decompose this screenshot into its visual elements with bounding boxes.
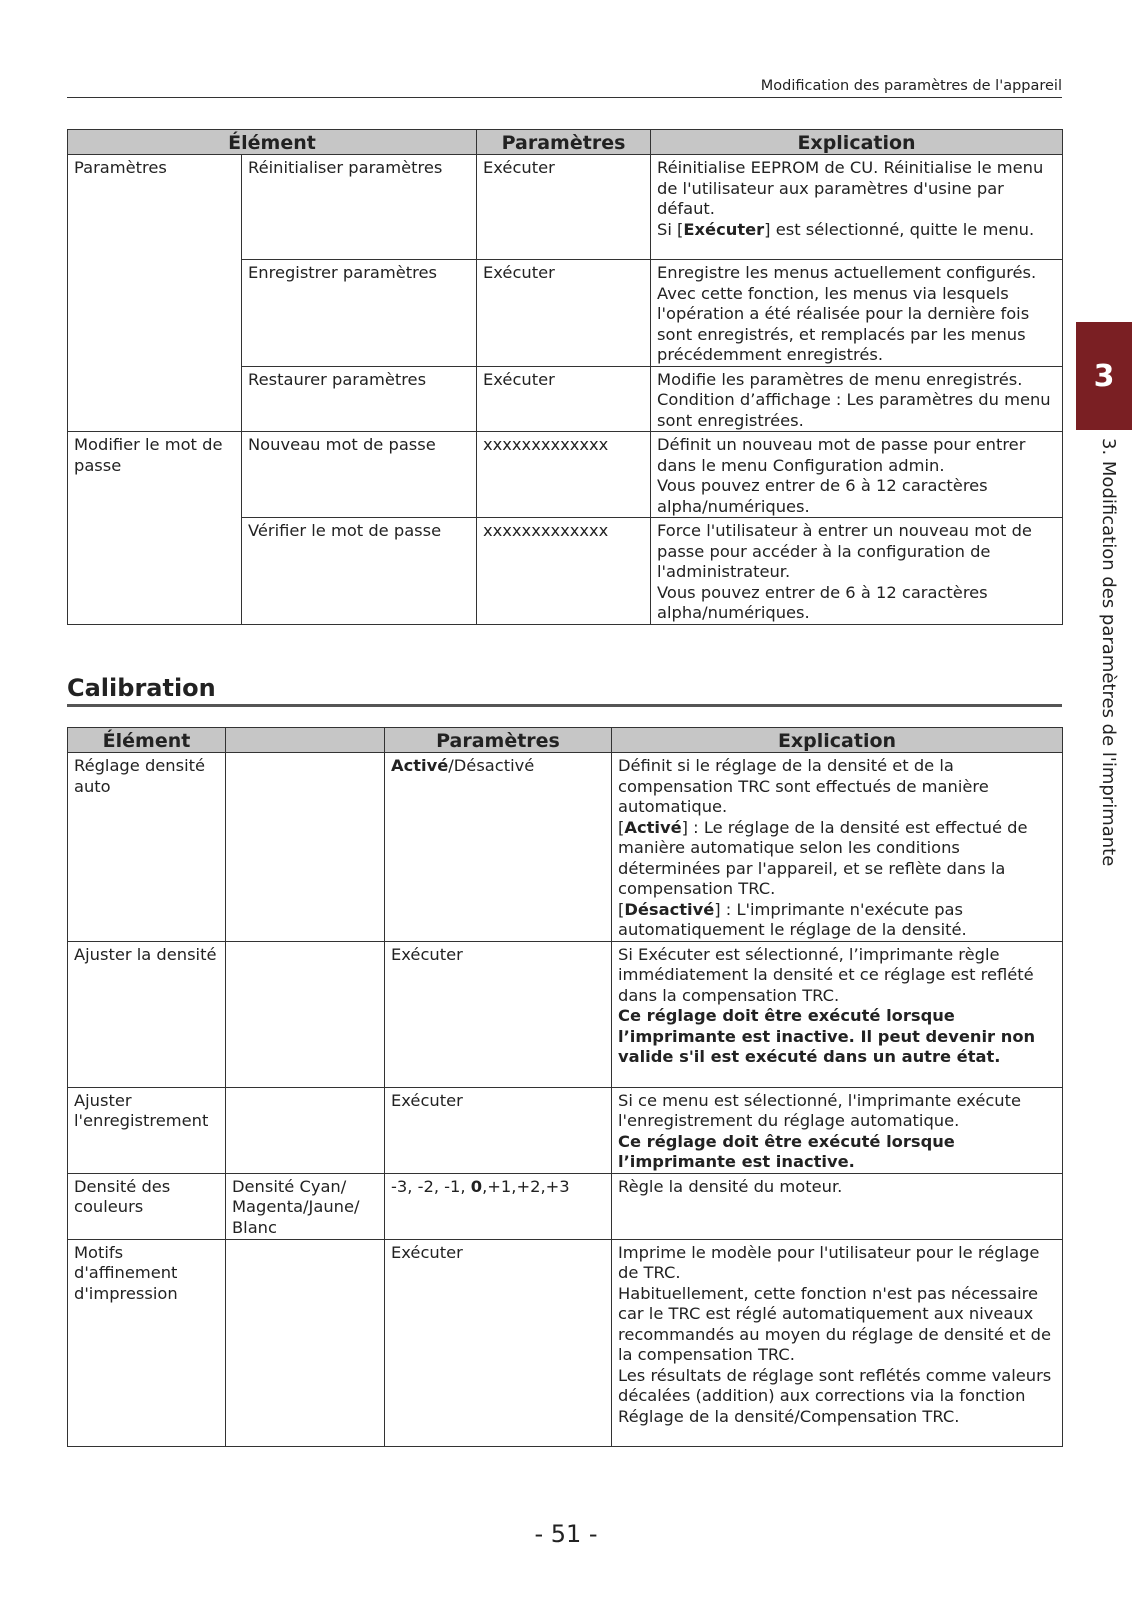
explanation-cell <box>651 155 1063 260</box>
section-title: Calibration <box>67 674 1062 707</box>
explanation-cell <box>651 432 1063 518</box>
explanation-text: Définit si le réglage de la densité et de la compensation TRC sont effectués de manière automatique. <box>618 756 989 816</box>
explanation-text: Vous pouvez entrer de 6 à 12 caractères alpha/numériques. <box>657 476 988 516</box>
explanation-text: Si Exécuter est sélectionné, l’imprimante règle immédiatement la densité et ce réglage est reflété dans la compensation TRC. <box>618 944 1034 1005</box>
explanation-text: Définit un nouveau mot de passe pour entrer dans le menu Configuration admin. <box>657 435 1026 475</box>
explanation-text: Force l'utilisateur à entrer un nouveau mot de passe pour accéder à la configuration de l'administrateur. <box>657 521 1032 581</box>
running-header: Modification des paramètres de l'appareil <box>67 78 1062 98</box>
chapter-tab: 3 <box>1076 322 1132 430</box>
explanation-text: Réinitialise EEPROM de CU. Réinitialise le menu de l'utilisateur aux paramètres d'usine par défaut. <box>657 158 1044 218</box>
explanation-text: [Activé] : Le réglage de la densité est effectué de manière automatique selon les conditions déterminées par l'appareil, et se reflète dans la compensation TRC. <box>618 817 1028 898</box>
explanation-cell <box>651 366 1063 432</box>
table-row <box>68 1239 1063 1446</box>
table-header-row <box>68 728 1063 753</box>
item-cell: Vérifier le mot de passe <box>242 518 477 625</box>
header-explication: Explication <box>612 728 1063 753</box>
explanation-text: Vous pouvez entrer de 6 à 12 caractères alpha/numériques. <box>657 582 988 622</box>
sub-cell <box>226 1087 385 1173</box>
explanation-text: Les résultats de réglage sont reflétés comme valeurs décalées (addition) aux corrections via la fonction Réglage de la densité/Compensation TRC. <box>618 1365 1052 1426</box>
header-element: Élément <box>68 728 226 753</box>
table-row <box>68 155 1063 260</box>
param-cell: xxxxxxxxxxxxx <box>477 432 651 518</box>
header-parametres: Paramètres <box>385 728 612 753</box>
param-cell: Exécuter <box>385 1239 612 1446</box>
header-parametres: Paramètres <box>477 130 651 155</box>
table-header-row <box>68 130 1063 155</box>
item-cell: Ajuster la densité <box>68 941 226 1087</box>
table-row <box>68 432 1063 518</box>
chapter-side-title: 3. Modification des paramètres de l'imprimante <box>1098 438 1119 867</box>
header-explication: Explication <box>651 130 1063 155</box>
calibration-table <box>67 727 1063 1447</box>
admin-settings-table <box>67 129 1063 625</box>
explanation-text: [Désactivé] : L'imprimante n'exécute pas automatiquement le réglage de la densité. <box>618 899 967 939</box>
explanation-text: Imprime le modèle pour l'utilisateur pour le réglage de TRC. <box>618 1242 1040 1282</box>
explanation-text: Si [Exécuter] est sélectionné, quitte le menu. <box>657 219 1035 239</box>
sub-cell: Densité Cyan/ Magenta/Jaune/ Blanc <box>226 1173 385 1239</box>
item-cell: Densité des couleurs <box>68 1173 226 1239</box>
item-cell: Nouveau mot de passe <box>242 432 477 518</box>
table-row <box>68 1087 1063 1173</box>
item-cell: Réglage densité auto <box>68 753 226 942</box>
table-row <box>68 941 1063 1087</box>
sub-cell <box>226 941 385 1087</box>
explanation-text: Modifie les paramètres de menu enregistrés. <box>657 369 1023 389</box>
item-cell: Ajuster l'enregistrement <box>68 1087 226 1173</box>
sub-cell <box>226 753 385 942</box>
explanation-cell <box>651 260 1063 367</box>
header-sub <box>226 728 385 753</box>
explanation-cell <box>612 753 1063 942</box>
group-cell: Paramètres <box>68 155 242 432</box>
table-row <box>68 753 1063 942</box>
param-cell: Exécuter <box>385 1087 612 1173</box>
param-cell: xxxxxxxxxxxxx <box>477 518 651 625</box>
table-row <box>68 1173 1063 1239</box>
explanation-cell <box>612 1173 1063 1239</box>
param-cell: -3, -2, -1, 0,+1,+2,+3 <box>385 1173 612 1239</box>
item-cell: Restaurer paramètres <box>242 366 477 432</box>
param-cell: Exécuter <box>477 260 651 367</box>
item-cell: Réinitialiser paramètres <box>242 155 477 260</box>
param-cell: Exécuter <box>477 155 651 260</box>
explanation-text: Règle la densité du moteur. <box>618 1176 843 1196</box>
param-cell: Activé/Désactivé <box>385 753 612 942</box>
explanation-text: Habituellement, cette fonction n'est pas nécessaire car le TRC est réglé automatiquement aux niveaux recommandés au moyen du réglage de densité et de la compensation TRC. <box>618 1283 1051 1364</box>
explanation-text: Condition d’affichage : Les paramètres du menu sont enregistrées. <box>657 390 1051 430</box>
explanation-cell <box>612 1239 1063 1446</box>
param-cell: Exécuter <box>385 941 612 1087</box>
explanation-cell <box>612 941 1063 1087</box>
header-element: Élément <box>68 130 477 155</box>
explanation-cell <box>612 1087 1063 1173</box>
explanation-text: Si ce menu est sélectionné, l'imprimante exécute l'enregistrement du réglage automatique. <box>618 1090 1022 1130</box>
explanation-cell <box>651 518 1063 625</box>
explanation-text: Enregistre les menus actuellement configurés. Avec cette fonction, les menus via lesquels l'opération a été réalisée pour la dernière fois sont enregistrés, et remplacés par les menus précédemment enregistrés. <box>657 263 1037 364</box>
page-number: - 51 - <box>534 1520 598 1548</box>
explanation-warning: Ce réglage doit être exécuté lorsque l’imprimante est inactive. Il peut devenir non valide s'il est exécuté dans un autre état. <box>618 1006 1036 1066</box>
param-cell: Exécuter <box>477 366 651 432</box>
explanation-warning: Ce réglage doit être exécuté lorsque l’imprimante est inactive. <box>618 1131 955 1171</box>
sub-cell <box>226 1239 385 1446</box>
item-cell: Enregistrer paramètres <box>242 260 477 367</box>
item-cell: Motifs d'affinement d'impression <box>68 1239 226 1446</box>
group-cell: Modifier le mot de passe <box>68 432 242 625</box>
